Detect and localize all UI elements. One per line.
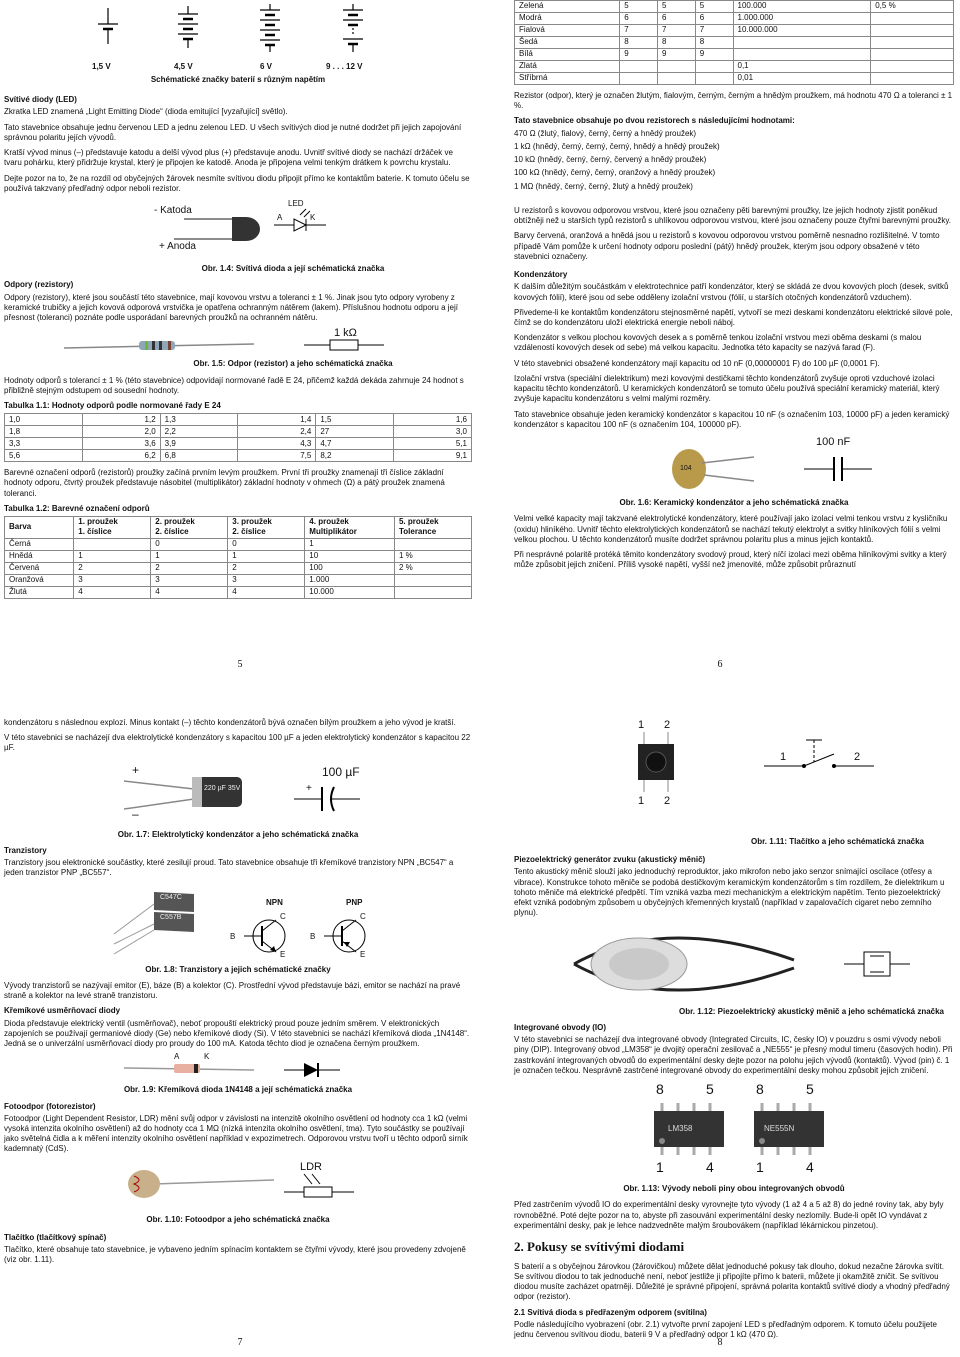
resistor-heading: Odpory (rezistory) [4, 280, 74, 290]
table-cell [733, 37, 871, 49]
table-cell: 3,9 [160, 438, 238, 450]
ic2-marking: NE555N [764, 1124, 795, 1134]
table-cell: 1,4 [238, 414, 316, 426]
table-cell: 0,5 % [871, 1, 954, 13]
table-cell: 2 % [394, 562, 471, 574]
button-pin-label-4: 2 [664, 795, 671, 807]
button-figure [514, 714, 954, 834]
table-cell: Červená [5, 562, 74, 574]
led-figure [4, 199, 472, 261]
piezo-figure [514, 924, 954, 1004]
resistor-paragraph-2: Hodnoty odporů s tolerancí ± 1 % (této stavebnice) odpovídají normované řadě E 24, přičemž každá dekáda zahrnuje 24 hodnot s přibližně stejným odstupem od sousední hodnoty. [4, 375, 464, 395]
table-cell: 4,7 [316, 438, 394, 450]
table-row [515, 1, 954, 13]
table-row [5, 414, 472, 426]
table-cell: 5 [657, 1, 695, 13]
ldr-paragraph-1: Fotoodpor (Light Dependent Resistor, LDR) mění svůj odpor v závislosti na intenzitě okolního osvětlení od hodnoty cca 1 kΩ (velmi vysoká intenzita okolního osvětlení) až do hodnoty cca 1 MΩ (nízká intenzita okolního osvětlení, tma). Tyto součástky se používají jako světelná čidla a k měření intenzity okolního osvětlení například v expozimetrech. Odporovou vrstvu tvoří u těchto odporů sirník kademnatý (CdS). [4, 1113, 468, 1154]
table-cell: 4 [74, 586, 151, 598]
led-paragraph-4: Dejte pozor na to, že na rozdíl od obyčejných žárovek nesmíte svítivou diodu připojit přímo ke kontaktům baterie. K tomuto účelu se používá takzvaný předřadný odpor neboli rezistor. [4, 173, 470, 193]
table-row [515, 25, 954, 37]
diode-caption: Obr. 1.9: Křemíková dioda 1N4148 a její schématická značka [123, 1085, 353, 1095]
page-number: 8 [717, 1337, 723, 1349]
list-item: 1 MΩ (hnědý, černý, černý, žlutý a hnědý proužek) [514, 181, 693, 191]
transistor-figure [4, 884, 472, 962]
color-code-table [4, 516, 472, 598]
table-header-cell: 2. proužek 2. číslice [151, 517, 228, 538]
table-cell: Fialová [515, 25, 620, 37]
ic1-pin-5: 5 [706, 1081, 714, 1098]
ldr-heading: Fotoodpor (fotorezistor) [4, 1101, 96, 1111]
table-cell: 4,3 [238, 438, 316, 450]
table-cell: 5,1 [394, 438, 472, 450]
table-cell: 1 [151, 550, 228, 562]
table-cell [871, 73, 954, 85]
table-header-cell: 4. proužek Multiplikátor [305, 517, 395, 538]
section-heading: 2. Pokusy se svítivými diodami [514, 1238, 685, 1254]
table-cell: 1,8 [5, 426, 83, 438]
p6-paragraph-3: Barvy červená, oranžová a hnědá jsou u rezistorů s kovovou odporovou vrstvou poměrně nesnadno rozlišitelné. V tomto případě Vám pomůže k určení hodnoty odporu poslední (pátý) hnědý proužek, kterým jsou odpory obsažené v této stavebnici označeny. [514, 231, 940, 261]
battery-symbols-figure [8, 2, 468, 60]
battery-label-2: 4,5 V [174, 62, 193, 71]
ldr-figure [4, 1160, 472, 1212]
table-cell: Bílá [515, 49, 620, 61]
table-cell [620, 61, 658, 73]
table-cell: 7 [695, 25, 733, 37]
table-cell: Hnědá [5, 550, 74, 562]
table-cell: 1 [305, 538, 395, 550]
table-cell: 0 [228, 538, 305, 550]
table-cell: 3 [151, 574, 228, 586]
button-pin-label-2: 2 [664, 719, 671, 731]
button-symbol-pin-1: 1 [780, 751, 787, 763]
led-katoda-label: - Katoda [154, 205, 192, 217]
subsection-paragraph-1: Podle následujícího vyobrazení (obr. 2.1) vytvořte první zapojení LED s předřadným odporem. K tomuto účelu použijete jednu červenou svítivou diodu, baterii 9 V a předřadný odpor 1 kΩ (470 Ω). [514, 1319, 937, 1340]
table-row [5, 426, 472, 438]
ic1-marking: LM358 [668, 1124, 693, 1134]
table-row [515, 73, 954, 85]
piezo-heading: Piezoelektrický generátor zvuku (akustický měnič) [514, 855, 706, 865]
table-row [515, 37, 954, 49]
table-row [5, 438, 472, 450]
color-code-table-continued [514, 0, 954, 85]
table-cell: 1.000.000 [733, 13, 871, 25]
table-cell: 6 [657, 13, 695, 25]
page-number: 6 [717, 659, 723, 671]
table-cell: 0 [151, 538, 228, 550]
led-anode-label: A [277, 213, 283, 223]
plus-symbol: + [306, 782, 312, 794]
diode-cathode-label: K [204, 1052, 210, 1062]
led-caption: Obr. 1.4: Svítivá dioda a její schématická značka [201, 264, 385, 274]
ic-figure [514, 1081, 954, 1181]
transistor-caption: Obr. 1.8: Tranzistory a jejich schématické značky [145, 964, 331, 974]
table-cell: Oranžová [5, 574, 74, 586]
table-cell: 7 [657, 25, 695, 37]
table-cell [695, 61, 733, 73]
table-cell: 4 [151, 586, 228, 598]
table-cell: 0,01 [733, 73, 871, 85]
electrolytic-caption: Obr. 1.7: Elektrolytický kondenzátor a jeho schématická značka [117, 829, 359, 839]
table-header-cell: Barva [5, 517, 74, 538]
table-cell: 2 [228, 562, 305, 574]
table-cell: Šedá [515, 37, 620, 49]
pnp-collector-label: C [360, 911, 366, 921]
table-cell [733, 49, 871, 61]
capacitor-paragraph-2: Přivedeme-li ke kontaktům kondenzátoru stejnosměrné napětí, vytvoří se mezi deskami kondenzátoru elektrické silové pole, čímž se do kondenzátoru uloží elektrická energie neboli náboj. [514, 307, 953, 327]
battery-label-3: 6 V [260, 62, 273, 71]
resistor-paragraph-1: Odpory (rezistory), které jsou součástí této stavebnice, mají kovovou vrstvu a toleranci ± 1 %. Jinak jsou tyto odpory vyrobeny z keramické trubičky a jejich kovová odporová vrstvička je opatřena ochranným nátěrem (lakem). Příslušnou hodnotu odporu a její přesnost (toleranci) poznáte podle usporádaní barevných proužků na ochranném nátěru. [4, 292, 458, 323]
button-pin-label-3: 1 [638, 795, 645, 807]
p6-paragraph-1: Rezistor (odpor), který je označen žlutým, fialovým, černým, černým a hnědým proužkem, má hodnotu 470 Ω a toleranci ± 1 %. [514, 91, 953, 111]
table-cell: 6 [695, 13, 733, 25]
table-cell: 10.000.000 [733, 25, 871, 37]
battery-label-4: 9 . . . 12 V [326, 62, 363, 71]
table-cell [74, 538, 151, 550]
transistor-paragraph-1: Tranzistory jsou elektronické součástky, které zesilují proud. Tato stavebnice obsahuje tři křemíkové tranzistory NPN „BC547“ a jeden tranzistor PNP „BC557“. [4, 858, 454, 878]
table-cell [620, 73, 658, 85]
table-cell [871, 61, 954, 73]
table-row [515, 13, 954, 25]
ic2-pin-5: 5 [806, 1081, 814, 1098]
table-cell: 3 [228, 574, 305, 586]
capacitor-paragraph-8: Při nesprávné polaritě protéká těmito kondenzátory svodový proud, který níčí izolaci mezi oběma hliníkovými svitky a který může způsobit jejich zničení. Příliš vysoké napětí, vyšší než jmenovité, může způsobit průraznutí [514, 550, 947, 570]
table-row [5, 450, 472, 462]
button-caption: Obr. 1.11: Tlačítko a jeho schématická značka [751, 837, 924, 846]
section-paragraph-1: S baterií a s obyčejnou žárovkou (žárovičkou) můžete dělat jednoduché pokusy tak dlouho, dokud nezačne žárovka svítit. Se svítivou diodou to tak jednoduché není, neboť jestliže ji připojíte přímo k baterii, můžete ji okamžitě zničit. Se svítivou diodou musíte zacházet opatrněji. Důležité je správné připojení, správná polarita kontaktů svítivé diody a vhodný předřadný odpor (rezistor). [514, 1261, 950, 1302]
table-cell: 8 [695, 37, 733, 49]
table-cell [871, 25, 954, 37]
diode-figure [4, 1054, 472, 1082]
table-cell: 6 [620, 13, 658, 25]
capacitor-heading: Kondenzátory [514, 270, 568, 280]
capacitor-paragraph-1: K dalším důležitým součástkám v elektrotechnice patří kondenzátor, který se skládá ze dvou kovových ploch (desek, svitků kovových fólií), které jsou od sebe odděleny izolační vrstvou (fólií, u starších otočných kondenzátorů vzduchem). [514, 282, 949, 302]
table-cell: 9 [620, 49, 658, 61]
table-cell: 3 [74, 574, 151, 586]
table-2-title-text: Tabulka 1.2: Barevné označení odporů [4, 503, 150, 513]
table-cell: 1,2 [82, 414, 160, 426]
page-8 [480, 678, 960, 1356]
table-cell [871, 13, 954, 25]
electrolytic-capacitor-figure [4, 759, 472, 827]
pnp-emitter-label: E [360, 949, 366, 959]
led-paragraph-2: Tato stavebnice obsahuje jednu červenou LED a jednu zelenou LED. U všech svítivých diod je nutné dodržet při jejich zapojování správnou polaritu jejích vývodů. [4, 122, 462, 142]
ic1-pin-4: 4 [706, 1159, 714, 1176]
table-cell: 3,0 [394, 426, 472, 438]
led-symbol-label: LED [288, 199, 304, 209]
table-cell: 7 [620, 25, 658, 37]
table-row [5, 538, 472, 550]
ic1-pin-1: 1 [656, 1159, 664, 1176]
led-anoda-label: + Anoda [159, 241, 196, 253]
table-row [515, 49, 954, 61]
table-cell: 5 [620, 1, 658, 13]
page-number: 5 [237, 659, 243, 671]
ic-heading: Integrované obvody (IO) [514, 1022, 607, 1032]
capacitor-paragraph-6: Tato stavebnice obsahuje jeden keramický kondenzátor s kapacitou 10 nF (s označením 103, 10000 pF) a jeden keramický kondenzátor s kapacitou 100 nF (s označením 104, 100000 pF). [514, 409, 950, 429]
piezo-caption: Obr. 1.12: Piezoelektrický akustický měnič a jeho schématická značka [678, 1006, 944, 1016]
table-cell: Zelená [515, 1, 620, 13]
capacitor-paragraph-3: Kondenzátor s velkou plochou kovových desek a s poměrně tenkou izolační vrstvou mezi oběma deskami (s malou vzdáleností kovových desek od sebe) má velkou kapacitu. Jednotka této kapacity se nazývá farad (F). [514, 333, 922, 353]
capacitor-paragraph-4: V této stavebnici obsažené kondenzátory mají kapacitu od 10 nF (0,00000001 F) do 100 µF (0,0001 F). [514, 358, 880, 368]
electrolytic-marking: 220 µF 35V [204, 784, 241, 792]
table-cell [394, 586, 471, 598]
table-header-row [5, 517, 472, 538]
transistor-marking-2: C557B [160, 913, 182, 921]
transistor-paragraph-2: Vývody tranzistorů se nazývají emitor (E), báze (B) a kolektor (C). Prostřední vývod představuje bázi, emitor se nachází na pravé straně a kolektor na levé straně tranzistoru. [4, 980, 461, 1001]
table-cell: 1,3 [160, 414, 238, 426]
table-row [5, 550, 472, 562]
table-cell: 2 [151, 562, 228, 574]
table-cell: 8 [620, 37, 658, 49]
piezo-paragraph-1: Tento akustický měnič slouží jako jednoduchý reproduktor, jako mikrofon nebo jako senzor snímající oscilace (otřesy a vibrace). Konstrukce tohoto měniče se podobá destičkovým keramickým kondenzátorům s tím rozdílem, že dielektrikum u tohoto měniče má elektrické předpětí. Tím vzniká vazba mezi mechanickým a elektrickým napětím. Tento piezoelektrický efekt vzniká podobným způsobem u obyčejných křemenných krystalů (například v zapalovačích cigaret nebo zemního plynu). [514, 867, 945, 918]
led-cathode-label: K [310, 213, 316, 223]
npn-emitter-label: E [280, 949, 286, 959]
p6-paragraph-2: U rezistorů s kovovou odporovou vrstvou, které jsou označeny pěti barevnými proužky, lze jejich hodnoty zjistit poněkud obtížněji než u starších typů rezistorů s uhlíkovou odporovou vrstvou, které jsou označeny pouze čtyřmi barevnými proužky. [514, 205, 951, 226]
led-paragraph-1: Zkratka LED znamená „Light Emitting Diode“ (dioda emitující [vyzařující] světlo). [4, 107, 288, 117]
table-1-title-text: Tabulka 1.1: Hodnoty odporů podle normované řady E 24 [4, 400, 221, 410]
table-cell [871, 37, 954, 49]
table-cell: 2,0 [82, 426, 160, 438]
diode-paragraph-1: Dioda představuje elektrický ventil (usměrňovač), neboť propouští elektrický proud pouze jedním směrem. V elektronických zapojeních se používají germaniové diody (Ge) nebo křemíkové diody (Si). V této stavebnici se nachází křemíková dioda „1N4148“. Jedná se o univerzální usměrňovací diody pro proudy do 100 mA. Katoda těchto diod je označena černým proužkem. [4, 1018, 470, 1049]
diode-anode-label: A [174, 1052, 180, 1062]
table-cell: 2,4 [238, 426, 316, 438]
npn-collector-label: C [280, 911, 286, 921]
ceramic-capacitor-figure [514, 435, 954, 495]
table-row [5, 586, 472, 598]
table-row [5, 562, 472, 574]
table-cell: 8 [657, 37, 695, 49]
table-cell: Zlatá [515, 61, 620, 73]
page-7 [0, 678, 480, 1356]
table-cell: 3,3 [5, 438, 83, 450]
table-2-title [4, 504, 472, 514]
table-cell [657, 61, 695, 73]
resistor-figure [4, 328, 472, 356]
button-paragraph-1: Tlačítko, které obsahuje tato stavebnice, je vybaveno jedním spínacím kontaktem se čtyřmi vývody, které jsou provedeny zdvojeně (viz obr. 1.11). [4, 1245, 466, 1265]
table-cell: Modrá [515, 13, 620, 25]
table-cell: 10.000 [305, 586, 395, 598]
table-cell: 8,2 [316, 450, 394, 462]
led-heading: Svítivé diody (LED) [4, 95, 77, 105]
ceramic-capacitor-caption: Obr. 1.6: Keramický kondenzátor a jeho schématická značka [619, 498, 849, 508]
npn-label: NPN [266, 897, 283, 907]
table-cell: 1,6 [394, 414, 472, 426]
table-cell [695, 73, 733, 85]
table-cell: 5 [695, 1, 733, 13]
table-cell: 9,1 [394, 450, 472, 462]
page-6 [480, 0, 960, 678]
table-cell: 1.000 [305, 574, 395, 586]
diode-heading: Křemíkové usměrňovací diody [4, 1006, 121, 1016]
table-cell: Černá [5, 538, 74, 550]
table-cell: 1,5 [316, 414, 394, 426]
table-header-cell: 5. proužek Tolerance [394, 517, 471, 538]
ceramic-capacitor-label: 100 nF [816, 436, 851, 449]
table-cell: 9 [695, 49, 733, 61]
pnp-base-label: B [310, 931, 316, 941]
list-item: 470 Ω (žlutý, fialový, černý, černý a hnědý proužek) [514, 128, 697, 138]
button-symbol-pin-2: 2 [854, 751, 861, 763]
table-cell: Stříbrná [515, 73, 620, 85]
table-cell: 3,6 [82, 438, 160, 450]
table-cell: 7,5 [238, 450, 316, 462]
table-cell: 5,6 [5, 450, 83, 462]
minus-sign: – [132, 806, 139, 821]
table-cell: 1 % [394, 550, 471, 562]
table-header-cell: 1. proužek 1. číslice [74, 517, 151, 538]
table-cell: 2,2 [160, 426, 238, 438]
resistor-caption: Obr. 1.5: Odpor (rezistor) a jeho schématická značka [193, 359, 393, 369]
p7-paragraph-2: V této stavebnici se nacházejí dva elektrolytické kondenzátory s kapacitou 100 µF a jeden elektrolytický kondenzátor s kapacitou 22 µF. [4, 733, 471, 753]
table-cell: 1,0 [5, 414, 83, 426]
table-row [5, 574, 472, 586]
capacitor-paragraph-5: Izolační vrstva (speciální dielektrikum) mezi kovovými destičkami těchto kondenzátorů zvyšuje oproti vzduchové izolaci kapacitu těchto kondenzátorů. U keramických kondenzátorů se tomuto účelu používá speciální keramický materiál, který zvyšuje kapacitu kondenzátoru s velmi malými rozměry. [514, 373, 940, 404]
pnp-label: PNP [346, 897, 363, 907]
page-number: 7 [237, 1337, 243, 1349]
transistor-heading: Tranzistory [4, 845, 47, 855]
ic1-pin-8: 8 [656, 1081, 664, 1098]
ic2-pin-8: 8 [756, 1081, 764, 1098]
ldr-caption: Obr. 1.10: Fotoodpor a jeho schématická značka [146, 1214, 330, 1224]
table-cell: 6,8 [160, 450, 238, 462]
table-cell: 1 [74, 550, 151, 562]
resistor-symbol-label: 1 kΩ [334, 327, 357, 340]
button-heading: Tlačítko (tlačítkový spínač) [4, 1232, 107, 1242]
battery-label-1: 1,5 V [92, 62, 111, 71]
button-pin-label-1: 1 [638, 719, 645, 731]
table-cell: 10 [305, 550, 395, 562]
table-header-cell: 3. proužek 2. číslice [228, 517, 305, 538]
ic2-pin-4: 4 [806, 1159, 814, 1176]
ldr-label: LDR [300, 1160, 323, 1173]
ic-caption: Obr. 1.13: Vývody neboli piny obou integrovaných obvodů [623, 1184, 845, 1194]
kit-resistors-list [514, 129, 954, 192]
list-item: 1 kΩ (hnědý, černý, černý, černý, hnědý a hnědý proužek) [514, 141, 720, 151]
subsection-heading: 2.1 Svítivá dioda s předřazeným odporem (svítilna) [514, 1307, 707, 1317]
table-cell [394, 538, 471, 550]
p7-paragraph-1: kondenzátoru s následnou explozí. Minus kontakt (–) těchto kondenzátorů bývá označen bílým proužkem a jeho vývod je kratší. [4, 718, 456, 727]
table-cell: 2 [74, 562, 151, 574]
battery-caption: Schématické značky baterií s různým napětím [150, 75, 326, 84]
list-item: 100 kΩ (hnědý, černý, černý, oranžový a hnědý proužek) [514, 168, 716, 178]
capacitor-paragraph-7: Velmi velké kapacity mají takzvané elektrolytické kondenzátory, které používají jako izolaci velmi tenkou vrstvu z kysličníku (oxidu) hliníkého. Uvnitř těchto elektrolytických kondenzátorů se nachází tekutý elektrolyt a svitky hliníkových fólií s velmi velkou plochou. U těchto kondenzátorů musíte dodržet správnou polaritu plus a minus jejich kontaktů. [514, 514, 948, 544]
table-cell: 0,1 [733, 61, 871, 73]
table-cell [394, 574, 471, 586]
kit-resistors-heading: Tato stavebnice obsahuje po dvou rezistorech s následujícími hodnotami: [514, 116, 795, 126]
table-cell: 9 [657, 49, 695, 61]
transistor-marking-1: C547C [160, 893, 182, 901]
page-5 [0, 0, 480, 678]
table-cell: 27 [316, 426, 394, 438]
table-cell: 100 [305, 562, 395, 574]
e24-table [4, 413, 472, 462]
table-cell [657, 73, 695, 85]
table-cell: 1 [228, 550, 305, 562]
table-1-title [4, 401, 472, 411]
ic-paragraph-2: Před zastrčením vývodů IO do experimentální desky vyrovnejte tyto vývody (1 až 4 a 5 až 8) do jedné roviny tak, aby byly rovnoběžné. Poté dejte pozor na to, abyste při zasouvání experimentální desky nezlomily. Bude-li opět IO vyndávat z experimentální desky, pak je lehce nadzvedněte malým šroubovákem (například lékárnickou pinzetou). [514, 1200, 944, 1230]
resistor-paragraph-3: Barevné označení odporů (rezistorů) proužky začíná prvním levým proužkem. První tři proužky znamenají tři číslice základní hodnoty odporu, čtvrtý proužek představuje násobitel (multiplikátor) základní hodnoty v ohmech (Ω) a pátý proužek znamená toleranci. [4, 468, 445, 498]
plus-sign: + [132, 762, 140, 777]
ic2-pin-1: 1 [756, 1159, 764, 1176]
ic-paragraph-1: V této stavebnici se nacházejí dva integrované obvody (Integrated Circuits, IC, česky IO) v pouzdru s osmi vývody neboli piny (DIP). Integrovaný obvod „LM358“ je dvojitý operační zesilovač a „NE555“ je přesný modul timeru (časových hodin). Při zastrkování integrovaných obvodů do experimentální desky dejte pozor na polohu jejich vývodů (kontaktů). Vývod (pin) č. 1 je označen tečkou. Nesprávně zastrčené integrované obvody do experimentální desky mohou způsobit jejich zničení. [514, 1035, 953, 1075]
table-cell: 100.000 [733, 1, 871, 13]
led-paragraph-3: Kratší vývod minus (–) představuje katodu a delší vývod plus (+) představuje anodu. Uvnitř svítivé diody se nachází držáček ve tvaru pohárku, který přidržuje krystal, který je připojen ke katodě. Anoda je připojena velmi tenkým drátkem k povrchu krystalu. [4, 148, 453, 168]
table-cell: 4 [228, 586, 305, 598]
table-cell [871, 49, 954, 61]
table-cell: 6,2 [82, 450, 160, 462]
list-item: 10 kΩ (hnědý, černý, černý, červený a hnědý proužek) [514, 155, 707, 165]
table-row [515, 61, 954, 73]
table-cell: Žlutá [5, 586, 74, 598]
npn-base-label: B [230, 931, 236, 941]
electrolytic-label: 100 µF [322, 764, 360, 779]
ceramic-capacitor-marking: 104 [680, 465, 692, 473]
